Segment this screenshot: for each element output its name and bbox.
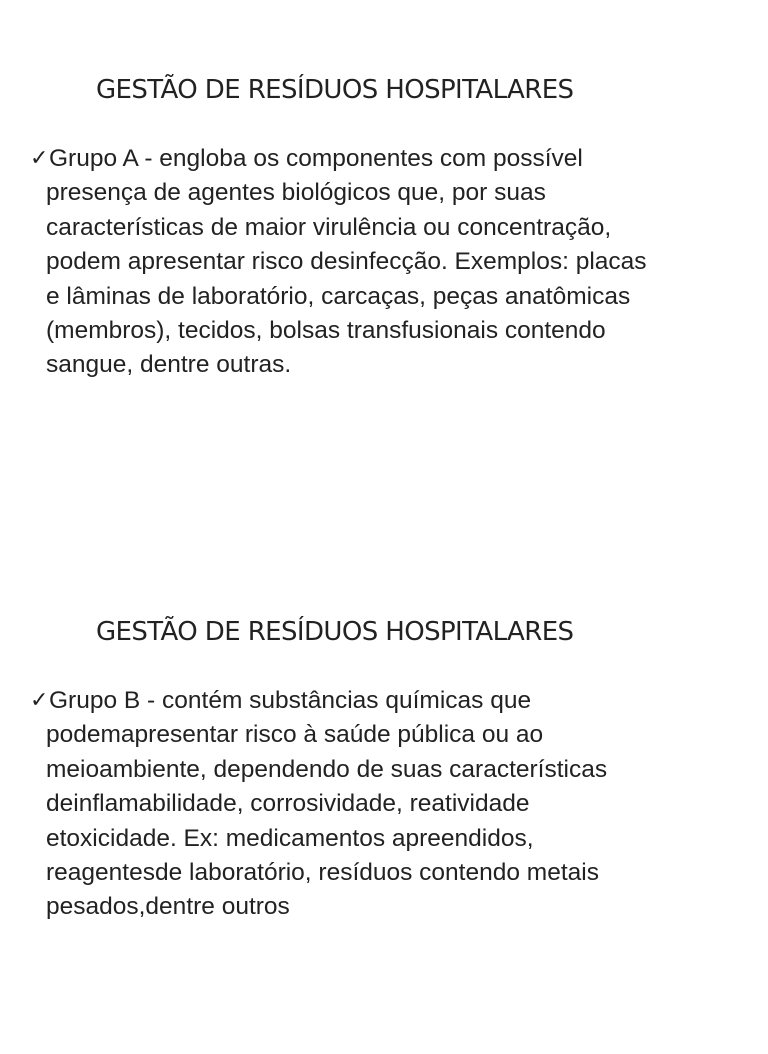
bullet-line: (membros), tecidos, bolsas transfusionais contendo bbox=[46, 317, 606, 345]
bullet-line: Grupo A - engloba os componentes com possível bbox=[49, 145, 583, 172]
slide-title: GESTÃO DE RESÍDUOS HOSPITALARES bbox=[96, 75, 574, 105]
bullet-line: deinflamabilidade, corrosividade, reatividade bbox=[46, 790, 530, 818]
slide-grupo-a bbox=[0, 0, 768, 512]
bullet-line: Grupo B - contém substâncias químicas que bbox=[49, 687, 532, 714]
bullet-line: etoxicidade. Ex: medicamentos apreendidos, bbox=[46, 824, 534, 852]
bullet-item bbox=[30, 684, 760, 925]
bullet-line: pesados,dentre outros bbox=[46, 893, 290, 921]
slide-grupo-b bbox=[0, 542, 768, 1054]
bullet-line: sangue, dentre outras. bbox=[46, 351, 292, 379]
bullet-line: e lâminas de laboratório, carcaças, peças anatômicas bbox=[46, 282, 631, 310]
slide-title: GESTÃO DE RESÍDUOS HOSPITALARES bbox=[96, 617, 574, 647]
bullet-text bbox=[46, 684, 760, 925]
bullet-text bbox=[46, 142, 760, 383]
bullet-line: reagentesde laboratório, resíduos contendo metais bbox=[46, 859, 599, 887]
bullet-item bbox=[30, 142, 760, 383]
bullet-line: presença de agentes biológicos que, por suas bbox=[46, 179, 546, 207]
check-icon: ✓ bbox=[30, 146, 49, 171]
bullet-line: podem apresentar risco desinfecção. Exemplos: placas bbox=[46, 248, 647, 276]
bullet-line: características de maior virulência ou concentração, bbox=[46, 213, 612, 241]
check-icon: ✓ bbox=[30, 688, 49, 713]
bullet-line: meioambiente, dependendo de suas características bbox=[46, 755, 608, 783]
bullet-line: podemapresentar risco à saúde pública ou ao bbox=[46, 721, 544, 749]
